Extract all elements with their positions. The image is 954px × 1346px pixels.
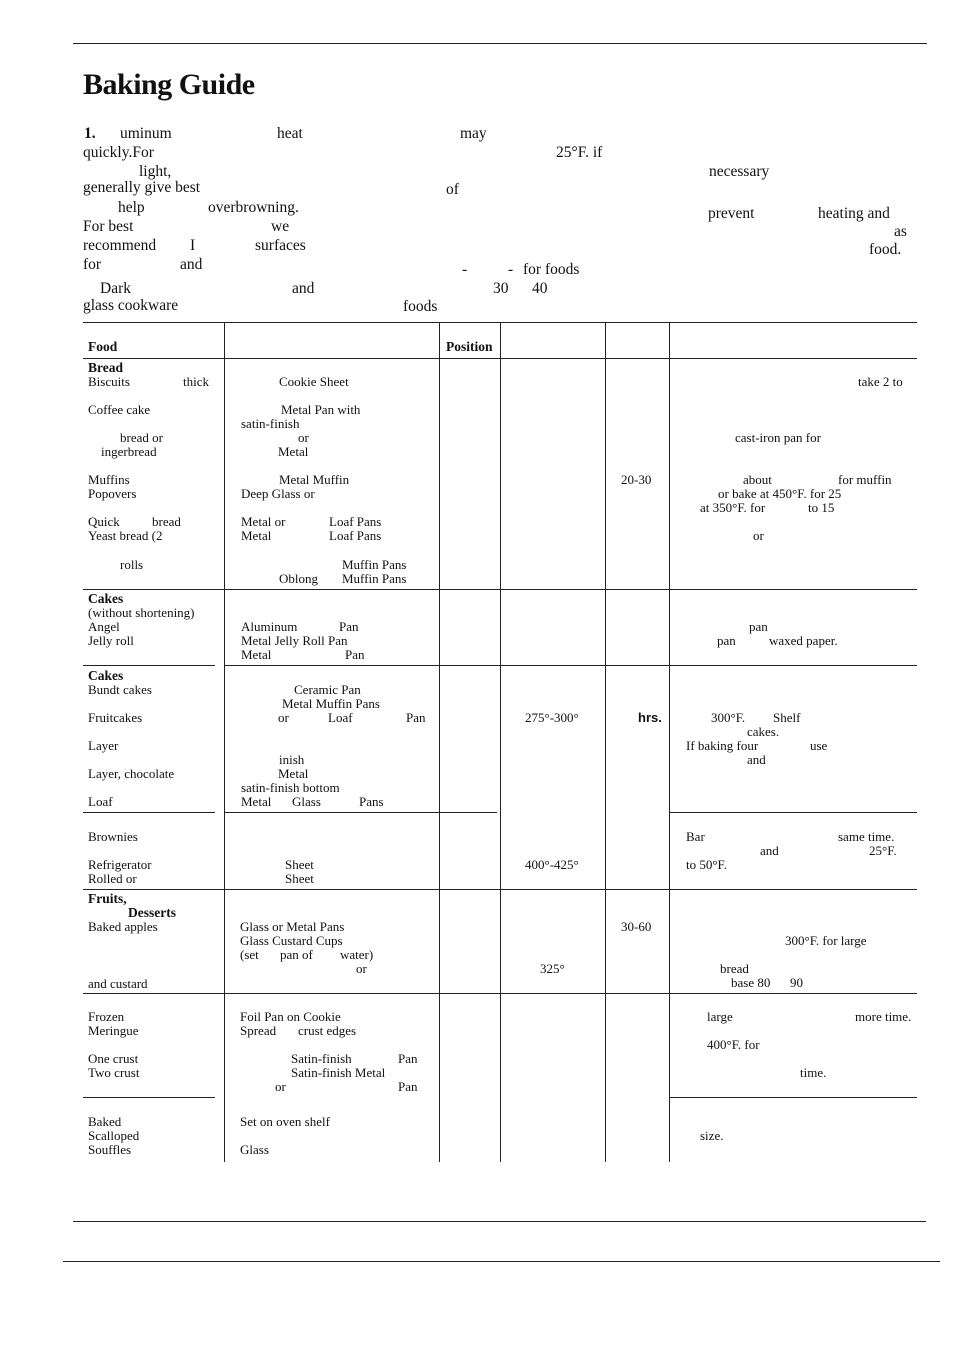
table-cell-67: satin-finish bottom [241, 780, 340, 795]
intro-fragment-5: 25°F. if [556, 144, 603, 161]
table-cell-9: or [298, 430, 309, 445]
table-cell-93: or [356, 961, 367, 976]
table-cell-119: Souffles [88, 1142, 132, 1157]
intro-fragment-15: we [271, 218, 290, 235]
table-cell-56: hrs. [638, 710, 662, 725]
intro-fragment-7: necessary [709, 163, 770, 180]
col-divider-4 [605, 322, 606, 1162]
intro-fragment-12: prevent [708, 205, 755, 222]
header-position: Position [446, 340, 493, 354]
sep-cakes-cookies [83, 812, 215, 813]
table-cell-65: Layer, chocolate [88, 766, 175, 781]
intro-fragment-0: 1. [84, 125, 96, 142]
table-cell-61: If baking four [686, 738, 759, 753]
table-cell-100: Foil Pan on Cookie [240, 1009, 341, 1024]
table-cell-71: Pans [359, 794, 384, 809]
table-cell-94: 325° [540, 961, 565, 976]
table-cell-31: rolls [120, 557, 144, 572]
table-cell-62: use [810, 738, 828, 753]
table-cell-49: Ceramic Pan [294, 682, 361, 697]
table-cell-63: inish [279, 752, 305, 767]
table-cell-115: Baked [88, 1114, 122, 1129]
table-cell-53: Loaf [328, 710, 353, 725]
intro-fragment-13: heating and [818, 205, 890, 222]
table-cell-68: Loaf [88, 794, 113, 809]
table-cell-104: Spread [240, 1023, 277, 1038]
table-cell-37: Angel [88, 619, 120, 634]
table-cell-29: Loaf Pans [329, 528, 382, 543]
intro-fragment-31: foods [403, 298, 438, 315]
intro-fragment-10: help [118, 199, 145, 216]
col-divider-1 [224, 322, 225, 1162]
table-cell-34: Muffin Pans [342, 571, 407, 586]
table-cell-42: Metal Jelly Roll Pan [241, 633, 348, 648]
table-cell-38: Aluminum [241, 619, 298, 634]
table-cell-13: Muffins [88, 472, 130, 487]
table-cell-17: for muffin [838, 472, 892, 487]
table-cell-14: Metal Muffin [279, 472, 350, 487]
intro-fragment-6: light, [139, 163, 172, 180]
table-cell-97: 90 [790, 975, 803, 990]
table-cell-28: Metal [241, 528, 272, 543]
table-cell-8: bread or [120, 430, 163, 445]
sep-cakes-cookies-b [224, 812, 497, 813]
table-cell-86: Glass or Metal Pans [240, 919, 345, 934]
intro-fragment-20: food. [869, 241, 902, 258]
intro-fragment-2: heat [277, 125, 303, 142]
table-cell-89: 300°F. for large [785, 933, 867, 948]
table-cell-39: Pan [339, 619, 359, 634]
table-cell-0: Bread [88, 360, 124, 375]
sep-pies-eggs [83, 1097, 215, 1098]
col-divider-3 [500, 322, 501, 1162]
intro-fragment-27: and [292, 280, 315, 297]
table-cell-74: same time. [838, 829, 895, 844]
table-cell-116: Set on oven shelf [240, 1114, 330, 1129]
table-cell-3: Cookie Sheet [279, 374, 349, 389]
table-cell-44: waxed paper. [769, 633, 838, 648]
table-cell-85: Baked apples [88, 919, 158, 934]
col-divider-5 [669, 322, 670, 1162]
table-cell-91: pan of [280, 947, 313, 962]
table-cell-1: Biscuits [88, 374, 130, 389]
table-cell-43: pan [717, 633, 736, 648]
table-cell-84: Desserts [128, 905, 176, 920]
table-cell-23: Quick [88, 514, 120, 529]
table-cell-12: Metal [278, 444, 309, 459]
table-cell-40: pan [749, 619, 768, 634]
intro-fragment-4: quickly.For [83, 144, 154, 161]
table-cell-92: water) [340, 947, 374, 962]
table-cell-83: Fruits, [88, 891, 127, 906]
table-cell-55: 275°-300° [525, 710, 579, 725]
intro-fragment-29: 40 [532, 280, 548, 297]
table-cell-2: thick [183, 374, 209, 389]
intro-fragment-24: - [508, 261, 514, 278]
table-cell-79: 400°-425° [525, 857, 579, 872]
table-cell-75: and [760, 843, 779, 858]
table-cell-110: Two crust [88, 1065, 140, 1080]
table-cell-96: base 80 [731, 975, 771, 990]
sep-pies-eggs-b [669, 1097, 917, 1098]
intro-fragment-14: For best [83, 218, 134, 235]
table-cell-98: and custard [88, 976, 148, 991]
intro-fragment-18: I [190, 237, 196, 254]
table-cell-15: 20-30 [621, 472, 652, 487]
table-cell-76: 25°F. [869, 843, 897, 858]
intro-fragment-19: surfaces [255, 237, 306, 254]
table-cell-33: Oblong [279, 571, 318, 586]
table-cell-36: (without shortening) [88, 605, 195, 620]
intro-fragment-16: as [894, 223, 907, 240]
table-cell-22: to 15 [808, 500, 835, 515]
table-cell-59: cakes. [747, 724, 780, 739]
table-cell-54: Pan [406, 710, 426, 725]
table-cell-70: Glass [292, 794, 321, 809]
table-cell-95: bread [720, 961, 749, 976]
table-cell-58: Shelf [773, 710, 801, 725]
intro-fragment-8: generally give best [83, 179, 201, 196]
table-cell-6: Metal Pan with [281, 402, 361, 417]
table-cell-4: take 2 to [858, 374, 903, 389]
sep-bread-cakes [83, 589, 917, 590]
table-cell-30: or [753, 528, 764, 543]
table-cell-45: Metal [241, 647, 272, 662]
table-cell-47: Cakes [88, 668, 124, 683]
intro-fragment-25: for foods [523, 261, 580, 278]
table-cell-10: cast-iron pan for [735, 430, 821, 445]
table-cell-27: Yeast bread (2 [88, 528, 163, 543]
table-cell-80: to 50°F. [686, 857, 727, 872]
intro-fragment-23: - [462, 261, 468, 278]
table-cell-11: ingerbread [101, 444, 157, 459]
footer-rule-2 [63, 1261, 940, 1262]
table-cell-18: Popovers [88, 486, 137, 501]
table-cell-50: Metal Muffin Pans [282, 696, 380, 711]
top-rule [73, 43, 927, 44]
intro-fragment-3: may [460, 125, 487, 142]
sep-cookies-fruits [83, 889, 917, 890]
table-cell-82: Sheet [285, 871, 314, 886]
table-cell-66: Metal [278, 766, 309, 781]
table-cell-46: Pan [345, 647, 365, 662]
table-cell-113: or [275, 1079, 286, 1094]
table-cell-7: satin-finish [241, 416, 300, 431]
table-cell-19: Deep Glass or [241, 486, 315, 501]
table-cell-51: Fruitcakes [88, 710, 143, 725]
table-cell-90: (set [240, 947, 259, 962]
header-food: Food [88, 339, 118, 354]
table-cell-87: 30-60 [621, 919, 652, 934]
table-cell-108: Satin-finish [291, 1051, 352, 1066]
intro-fragment-1: uminum [120, 125, 172, 142]
intro-fragment-30: glass cookware [83, 297, 179, 314]
sep-fruits-pies [83, 993, 917, 994]
table-cell-81: Rolled or [88, 871, 137, 886]
table-cell-78: Sheet [285, 857, 314, 872]
table-cell-73: Bar [686, 829, 705, 844]
table-cell-72: Brownies [88, 829, 138, 844]
table-cell-16: about [743, 472, 772, 487]
footer-rule-1 [73, 1221, 926, 1222]
intro-fragment-9: of [446, 181, 459, 198]
table-cell-105: crust edges [298, 1023, 357, 1038]
table-cell-114: Pan [398, 1079, 418, 1094]
intro-fragment-28: 30 [493, 280, 509, 297]
table-cell-24: bread [152, 514, 181, 529]
intro-fragment-22: and [180, 256, 203, 273]
intro-fragment-21: for [83, 256, 102, 273]
table-cell-41: Jelly roll [88, 633, 134, 648]
page-title: Baking Guide [83, 68, 255, 101]
table-cell-118: size. [700, 1128, 724, 1143]
table-cell-21: at 350°F. for [700, 500, 766, 515]
table-cell-60: Layer [88, 738, 119, 753]
table-cell-20: or bake at 450°F. for 25 [718, 486, 842, 501]
table-cell-88: Glass Custard Cups [240, 933, 343, 948]
table-cell-48: Bundt cakes [88, 682, 152, 697]
intro-fragment-11: overbrowning. [208, 199, 299, 216]
table-cell-117: Scalloped [88, 1128, 140, 1143]
table-cell-35: Cakes [88, 591, 124, 606]
table-cell-112: time. [800, 1065, 827, 1080]
table-cell-26: Loaf Pans [329, 514, 382, 529]
table-cell-102: more time. [855, 1009, 912, 1024]
intro-fragment-17: recommend [83, 237, 157, 254]
table-cell-52: or [278, 710, 289, 725]
table-cell-25: Metal or [241, 514, 286, 529]
table-cell-77: Refrigerator [88, 857, 152, 872]
col-divider-2 [439, 322, 440, 1162]
table-cell-107: One crust [88, 1051, 139, 1066]
table-cell-109: Pan [398, 1051, 418, 1066]
table-cell-64: and [747, 752, 766, 767]
sep-cakes-cookies-c [669, 812, 917, 813]
table-cell-111: Satin-finish Metal [291, 1065, 386, 1080]
table-cell-120: Glass [240, 1142, 269, 1157]
table-cell-32: Muffin Pans [342, 557, 407, 572]
sep-cakes-cakes-b [224, 665, 917, 666]
intro-fragment-26: Dark [100, 280, 131, 297]
table-cell-5: Coffee cake [88, 402, 151, 417]
sep-cakes-cakes [83, 665, 215, 666]
table-cell-103: Meringue [88, 1023, 139, 1038]
table-cell-106: 400°F. for [707, 1037, 760, 1052]
table-cell-57: 300°F. [711, 710, 746, 725]
table-cell-69: Metal [241, 794, 272, 809]
table-cell-101: large [707, 1009, 733, 1024]
table-cell-99: Frozen [88, 1009, 125, 1024]
